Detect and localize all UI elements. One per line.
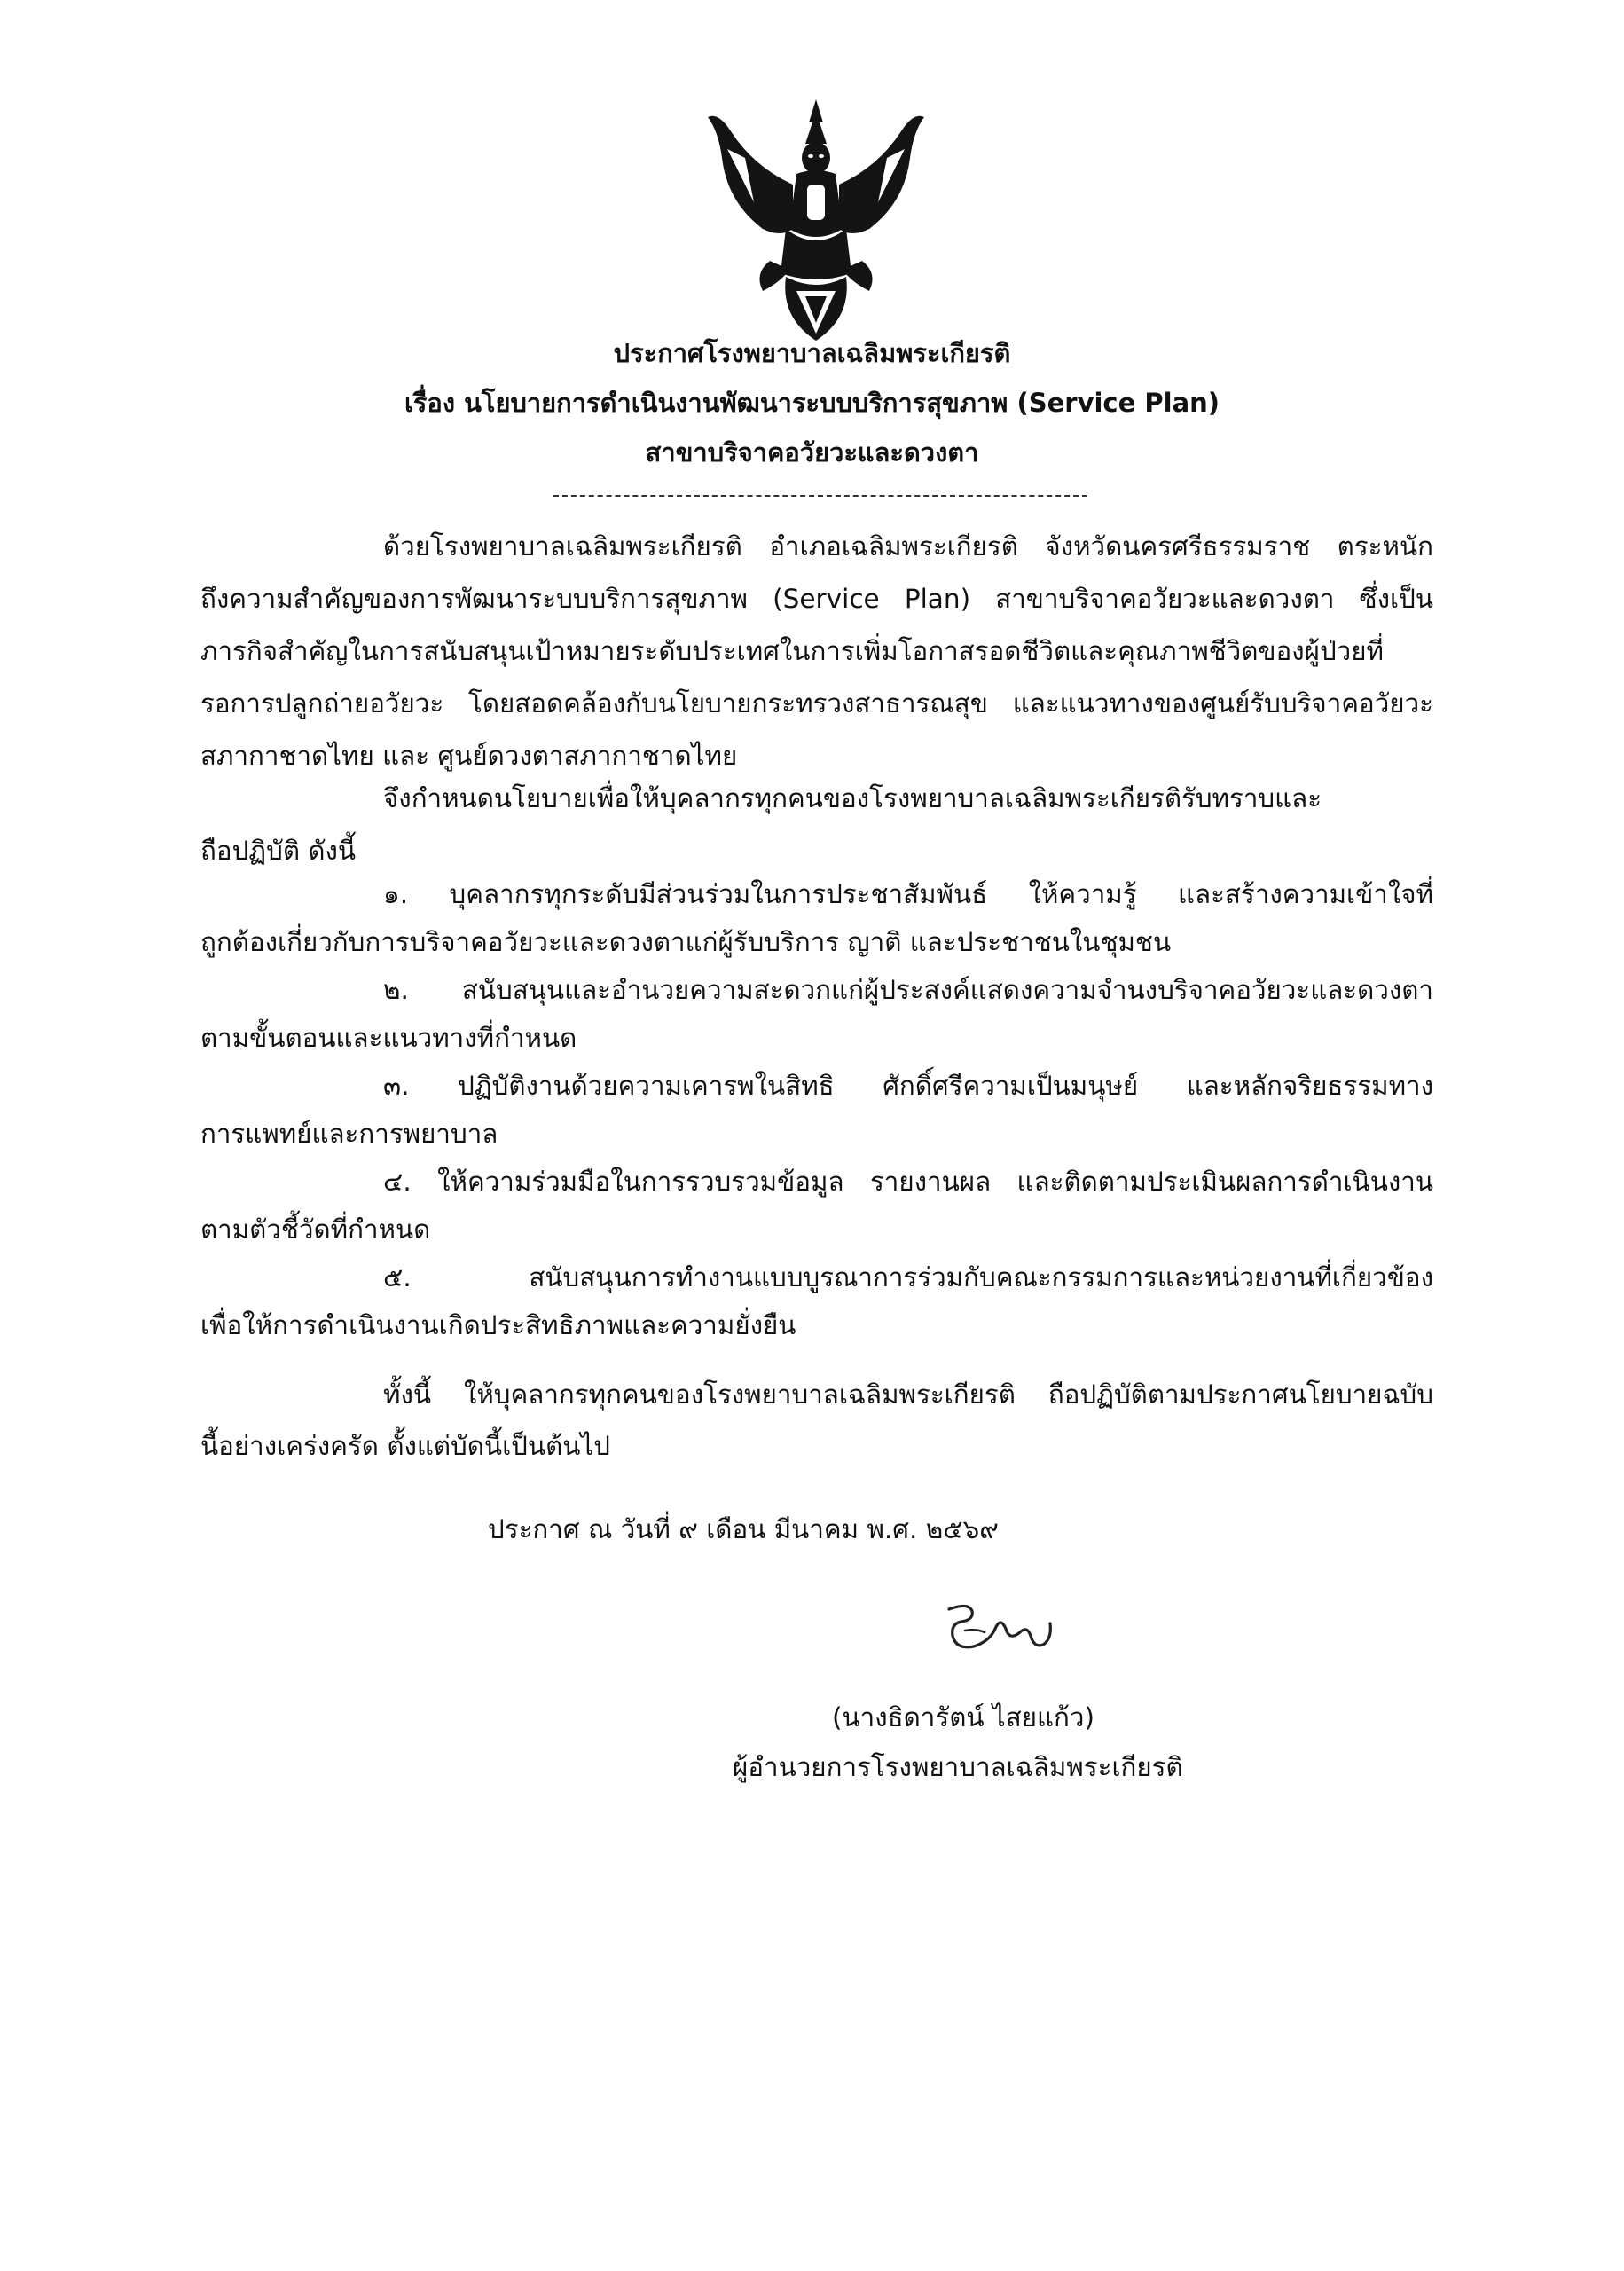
announcement-branch: สาขาบริจาคอวัยวะและดวงตา bbox=[645, 437, 979, 468]
announcement-subject: เรื่อง นโยบายการดำเนินงานพัฒนาระบบบริการสุขภาพ (Service Plan) bbox=[404, 388, 1220, 418]
policy-item-4-line-2: ตามตัวชี้วัดที่กำหนด bbox=[200, 1214, 431, 1245]
intro-line-4: รอการปลูกถ่ายอวัยวะ โดยสอดคล้องกับนโยบายกระทรวงสาธารณสุข และแนวทางของศูนย์รับบริจาคอวัยวะ bbox=[200, 688, 1433, 719]
intro-line-5: สภากาชาดไทย และ ศูนย์ดวงตาสภากาชาดไทย bbox=[200, 741, 738, 771]
signature-icon bbox=[942, 1597, 1057, 1659]
policy-item-2-line-1: ๒. สนับสนุนและอำนวยความสะดวกแก่ผู้ประสงค์แสดงความจำนงบริจาคอวัยวะและดวงตา bbox=[383, 975, 1433, 1005]
signatory-position: ผู้อำนวยการโรงพยาบาลเฉลิมพระเกียรติ bbox=[733, 1752, 1183, 1782]
announcement-date: ประกาศ ณ วันที่ ๙ เดือน มีนาคม พ.ศ. ๒๕๖๙ bbox=[488, 1514, 999, 1544]
policy-item-5-line-2: เพื่อให้การดำเนินงานเกิดประสิทธิภาพและความยั่งยืน bbox=[200, 1310, 796, 1340]
intro-line-2: ถึงความสำคัญของการพัฒนาระบบบริการสุขภาพ (Service Plan) สาขาบริจาคอวัยวะและดวงตา ซึ่งเป็น bbox=[200, 584, 1433, 614]
garuda-emblem-icon bbox=[701, 96, 931, 342]
signatory-name: (นางธิดารัตน์ ไสยแก้ว) bbox=[832, 1702, 1094, 1733]
announcement-title: ประกาศโรงพยาบาลเฉลิมพระเกียรติ bbox=[613, 338, 1011, 368]
policy-intro-line-1: จึงกำหนดนโยบายเพื่อให้บุคลากรทุกคนของโรงพยาบาลเฉลิมพระเกียรติรับทราบและ bbox=[383, 783, 1322, 813]
intro-line-3: ภารกิจสำคัญในการสนับสนุนเป้าหมายระดับประเทศในการเพิ่มโอกาสรอดชีวิตและคุณภาพชีวิตของผู้ป่วยที่ bbox=[200, 636, 1384, 666]
divider bbox=[553, 495, 1087, 497]
intro-line-1: ด้วยโรงพยาบาลเฉลิมพระเกียรติ อำเภอเฉลิมพระเกียรติ จังหวัดนครศรีธรรมราช ตระหนัก bbox=[383, 531, 1433, 562]
policy-item-1-line-1: ๑. บุคลากรทุกระดับมีส่วนร่วมในการประชาสัมพันธ์ ให้ความรู้ และสร้างความเข้าใจที่ bbox=[383, 879, 1433, 909]
closing-line-1: ทั้งนี้ ให้บุคลากรทุกคนของโรงพยาบาลเฉลิมพระเกียรติ ถือปฏิบัติตามประกาศนโยบายฉบับ bbox=[383, 1379, 1433, 1410]
policy-item-3-line-2: การแพทย์และการพยาบาล bbox=[200, 1119, 498, 1149]
policy-item-5-line-1: ๕. สนับสนุนการทำงานแบบบูรณาการร่วมกับคณะกรรมการและหน่วยงานที่เกี่ยวข้อง bbox=[383, 1262, 1433, 1293]
closing-line-2: นี้อย่างเคร่งครัด ตั้งแต่บัดนี้เป็นต้นไป bbox=[200, 1431, 610, 1461]
policy-item-2-line-2: ตามขั้นตอนและแนวทางที่กำหนด bbox=[200, 1023, 577, 1053]
policy-item-1-line-2: ถูกต้องเกี่ยวกับการบริจาคอวัยวะและดวงตาแก่ผู้รับบริการ ญาติ และประชาชนในชุมชน bbox=[200, 927, 1172, 957]
policy-item-4-line-1: ๔. ให้ความร่วมมือในการรวบรวมข้อมูล รายงานผล และติดตามประเมินผลการดำเนินงาน bbox=[383, 1167, 1433, 1197]
policy-intro-line-2: ถือปฏิบัติ ดังนี้ bbox=[200, 836, 357, 866]
policy-item-3-line-1: ๓. ปฏิบัติงานด้วยความเคารพในสิทธิ ศักดิ์ศรีความเป็นมนุษย์ และหลักจริยธรรมทาง bbox=[383, 1071, 1433, 1101]
